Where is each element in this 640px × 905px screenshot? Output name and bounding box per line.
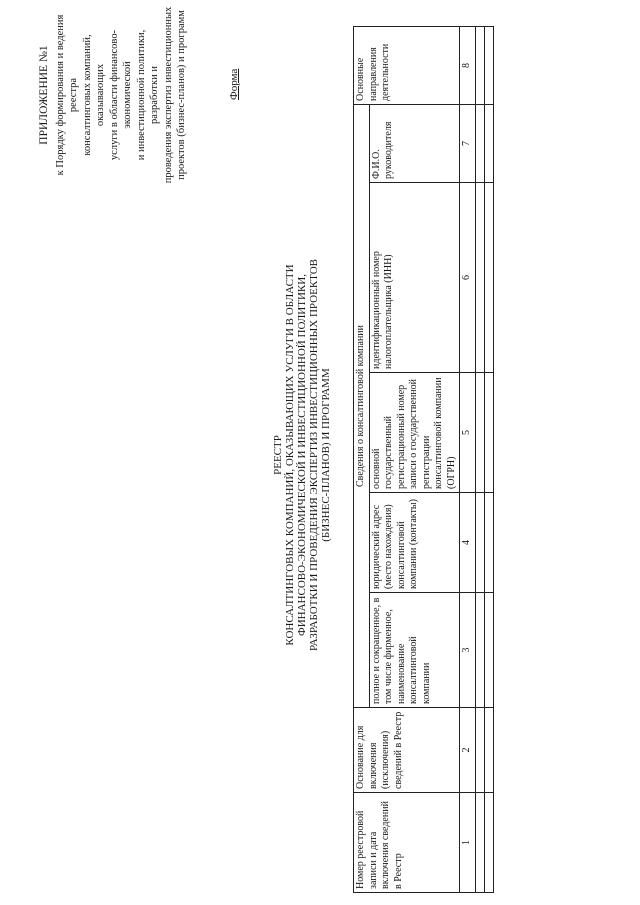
appendix-line: проектов (бизнес-планов) и программ <box>176 10 187 180</box>
column-number: 7 <box>460 104 476 182</box>
registry-title-line: КОНСАЛТИНГОВЫХ КОМПАНИЙ, ОКАЗЫВАЮЩИХ УСЛУГИ В ОБЛАСТИ <box>284 264 296 646</box>
appendix-line: и инвестиционной политики, разработки и <box>135 29 160 161</box>
column-number-row <box>460 26 476 892</box>
registry-title <box>272 175 332 735</box>
form-label: Форма <box>228 68 240 100</box>
header-inn: идентификационный номер налогоплательщика (ИНН) <box>369 183 460 373</box>
header-company-info: Сведения о консалтинговой компании <box>354 104 370 707</box>
registry-title-line: РАЗРАБОТКИ И ПРОВЕДЕНИЯ ЭКСПЕРТИЗ ИНВЕСТИЦИОННЫХ ПРОЕКТОВ <box>308 258 320 652</box>
table-cell <box>475 373 484 493</box>
table-cell <box>484 104 493 182</box>
table-cell <box>484 793 493 893</box>
appendix-line: к Порядку формирования и ведения реестра <box>54 14 79 176</box>
table-row <box>484 26 493 892</box>
registry-title-line: ФИНАНСОВО-ЭКОНОМИЧЕСКОЙ И ИНВЕСТИЦИОННОЙ ПОЛИТИКИ, <box>296 274 308 636</box>
appendix-title: ПРИЛОЖЕНИЕ №1 <box>38 45 50 145</box>
registry-title-line: РЕЕСТР <box>272 435 284 475</box>
header-record-number: Номер реестровой записи и дата включения сведений в Реестр <box>354 793 460 893</box>
table-cell <box>484 493 493 593</box>
column-number: 8 <box>460 26 476 104</box>
table-cell <box>475 593 484 708</box>
appendix-line: проведения экспертиз инвестиционных <box>162 6 174 184</box>
table-cell <box>484 708 493 793</box>
table-cell <box>475 493 484 593</box>
header-company-name: полное и сокращенное, в том числе фирменное, наименование консалтинговой компании <box>369 593 460 708</box>
header-ogrn: основной государственный регистрационный номер записи о государственной регистрации консалтинговой компании (ОГРН) <box>369 373 460 493</box>
table-cell <box>475 26 484 104</box>
column-number: 3 <box>460 593 476 708</box>
table-header-row <box>354 26 370 892</box>
table-cell <box>484 593 493 708</box>
header-legal-address: юридический адрес (место нахождения) консалтинговой компании (контакты) <box>369 493 460 593</box>
column-number: 1 <box>460 793 476 893</box>
table-cell <box>484 26 493 104</box>
registry-table <box>353 26 494 893</box>
appendix-block <box>38 5 189 185</box>
table-cell <box>475 708 484 793</box>
table-cell <box>475 793 484 893</box>
header-main-activities: Основные направления деятельности <box>354 26 460 104</box>
table-cell <box>475 183 484 373</box>
header-basis: Основание для включения (исключения) сведений в Реестр <box>354 708 460 793</box>
column-number: 5 <box>460 373 476 493</box>
table-row <box>475 26 484 892</box>
table-cell <box>475 104 484 182</box>
registry-title-line: (БИЗНЕС-ПЛАНОВ) И ПРОГРАММ <box>320 368 332 542</box>
appendix-line: консалтинговых компаний, оказывающих <box>81 34 106 156</box>
table-cell <box>484 373 493 493</box>
column-number: 4 <box>460 493 476 593</box>
column-number: 6 <box>460 183 476 373</box>
table-cell <box>484 183 493 373</box>
column-number: 2 <box>460 708 476 793</box>
appendix-line: услуги в области финансово-экономической <box>108 29 133 161</box>
header-director-name: Ф.И.О. руководителя <box>369 104 460 182</box>
